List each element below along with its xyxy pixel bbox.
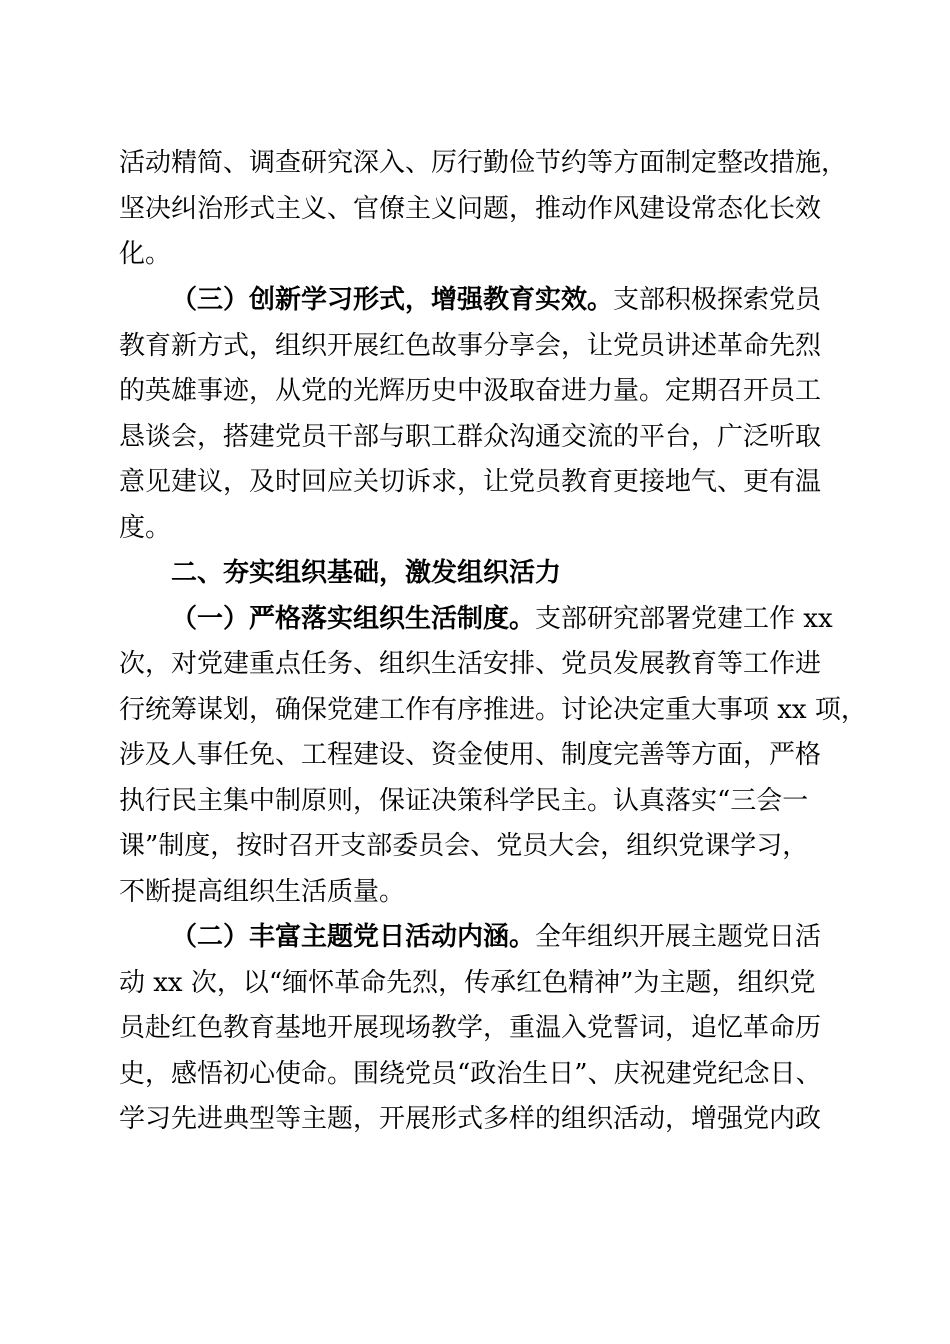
text-line: 支部研究部署党建工作 xx: [535, 604, 833, 634]
text-line: 次，对党建重点任务、组织生活安排、党员发展教育等工作进: [119, 649, 822, 679]
paragraph-first-line: [171, 922, 821, 952]
paragraph-first-line: [171, 285, 821, 315]
text-line: 员赴红色教育基地开展现场教学，重温入党誓词，追忆革命历: [119, 1013, 822, 1043]
section-heading: （一）严格落实组织生活制度。: [171, 604, 536, 634]
text-line: 涉及人事任免、工程建设、资金使用、制度完善等方面，严格: [119, 740, 822, 770]
text-line: 动 xx 次，以“缅怀革命先烈，传承红色精神”为主题，组织党: [119, 968, 816, 998]
text-line: 活动精简、调查研究深入、厉行勤俭节约等方面制定整改措施，: [119, 148, 848, 178]
text-line: 恳谈会，搭建党员干部与职工群众沟通交流的平台，广泛听取: [119, 422, 822, 452]
text-line: 化。: [119, 239, 172, 269]
chapter-heading: 二、夯实组织基础，激发组织活力: [171, 558, 562, 588]
text-line: 教育新方式，组织开展红色故事分享会，让党员讲述革命先烈: [119, 331, 822, 361]
text-line: 执行民主集中制原则，保证决策科学民主。认真落实“三会一: [119, 786, 809, 816]
section-heading: （三）创新学习形式，增强教育实效。: [171, 285, 614, 315]
text-line: 坚决纠治形式主义、官僚主义问题，推动作风建设常态化长效: [119, 194, 822, 224]
text-line: 史，感悟初心使命。围绕党员“政治生日”、庆祝建党纪念日、: [119, 1059, 822, 1089]
text-line: 全年组织开展主题党日活: [535, 922, 822, 952]
text-line: 不断提高组织生活质量。: [119, 877, 406, 907]
section-heading: （二）丰富主题党日活动内涵。: [171, 922, 536, 952]
text-line: 课”制度，按时召开支部委员会、党员大会，组织党课学习，: [119, 831, 809, 861]
text-line: 度。: [119, 513, 172, 543]
text-line: 行统筹谋划，确保党建工作有序推进。讨论决定重大事项 xx 项，: [119, 695, 867, 725]
text-line: 学习先进典型等主题，开展形式多样的组织活动，增强党内政: [119, 1104, 822, 1134]
text-line: 的英雄事迹，从党的光辉历史中汲取奋进力量。定期召开员工: [119, 376, 822, 406]
text-line: 支部积极探索党员: [613, 285, 822, 315]
paragraph-first-line: [171, 604, 833, 634]
text-line: 意见建议，及时回应关切诉求，让党员教育更接地气、更有温: [119, 467, 822, 497]
